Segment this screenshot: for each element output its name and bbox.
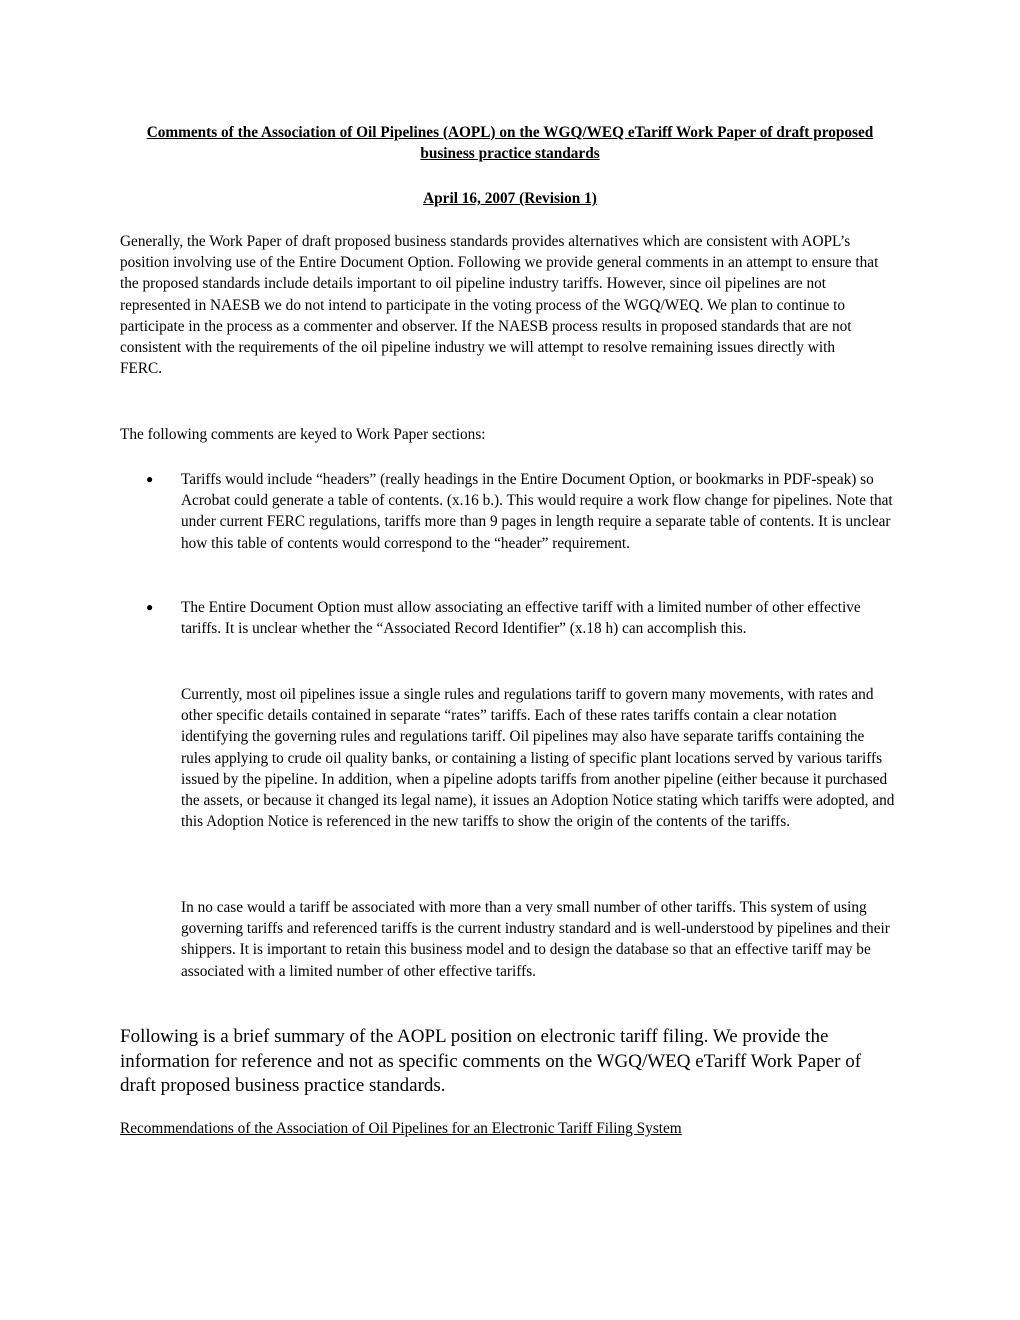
indented-paragraph: Currently, most oil pipelines issue a single rules and regulations tariff to govern many movements, with rates and other specific details contained in separate “rates” tariffs. Each of these rates tariffs contain a clear notation identifying the governing rules and regulations tariff. Oil pipelines may also have separate tariffs containing the rules applying to crude oil quality banks, or containing a listing of specific plant locations served by various tariffs issued by the pipeline. In addition, when a pipeline adopts tariffs from another pipeline (either because it purchased the assets, or because it changed its legal name), it issues an Adoption Notice stating which tariffs were adopted, and this Adoption Notice is referenced in the new tariffs to show the origin of the contents of the tariffs. bbox=[181, 686, 895, 831]
indented-paragraph: In no case would a tariff be associated with more than a very small number of other tariffs. This system of using governing tariffs and referenced tariffs is the current industry standard and is well-understood by pipelines and their shippers. It is important to retain this business model and to design the database so that an effective tariff may be associated with a limited number of other effective tariffs. bbox=[181, 899, 890, 980]
bullet-dot-icon: ● bbox=[146, 472, 154, 486]
keyed-intro-paragraph: The following comments are keyed to Work Paper sections: bbox=[120, 426, 486, 443]
intro-paragraph: Generally, the Work Paper of draft proposed business standards provides alternatives which are consistent with AOPL’s position involving use of the Entire Document Option. Following we provide general comments in an attempt to ensure that the proposed standards include details important to oil pipeline industry tariffs. However, since oil pipelines are not represented in NAESB we do not intend to participate in the voting process of the WGQ/WEQ. We plan to continue to participate in the process as a commenter and observer. If the NAESB process results in proposed standards that are not consistent with the requirements of the oil pipeline industry we will attempt to resolve remaining issues directly with FERC. bbox=[120, 233, 879, 378]
bullet-item bbox=[120, 469, 900, 554]
document-title: Comments of the Association of Oil Pipelines (AOPL) on the WGQ/WEQ eTariff Work Paper of draft proposed business practice standards bbox=[146, 124, 874, 162]
bullet-text: Tariffs would include “headers” (really headings in the Entire Document Option, or bookmarks in PDF-speak) so Acrobat could generate a table of contents. (x.16 b.). This would require a work flow change for pipelines. Note that under current FERC regulations, tariffs more than 9 pages in length require a separate table of contents. It is unclear how this table of contents would correspond to the “header” requirement. bbox=[181, 471, 893, 552]
bullet-list-second bbox=[120, 597, 900, 639]
bullet-item bbox=[120, 597, 900, 639]
bullet-text: The Entire Document Option must allow associating an effective tariff with a limited number of other effective tariffs. It is unclear whether the “Associated Record Identifier” (x.18 h) can accomplish this. bbox=[181, 599, 861, 638]
document-date: April 16, 2007 (Revision 1) bbox=[423, 190, 597, 207]
bullet-dot-icon: ● bbox=[146, 600, 154, 614]
bullet-list-first bbox=[120, 469, 900, 554]
recommendations-heading: Recommendations of the Association of Oil Pipelines for an Electronic Tariff Filing System bbox=[120, 1120, 682, 1137]
summary-paragraph: Following is a brief summary of the AOPL position on electronic tariff filing. We provide the information for reference and not as specific comments on the WGQ/WEQ eTariff Work Paper of draft proposed business practice standards. bbox=[120, 1026, 862, 1096]
